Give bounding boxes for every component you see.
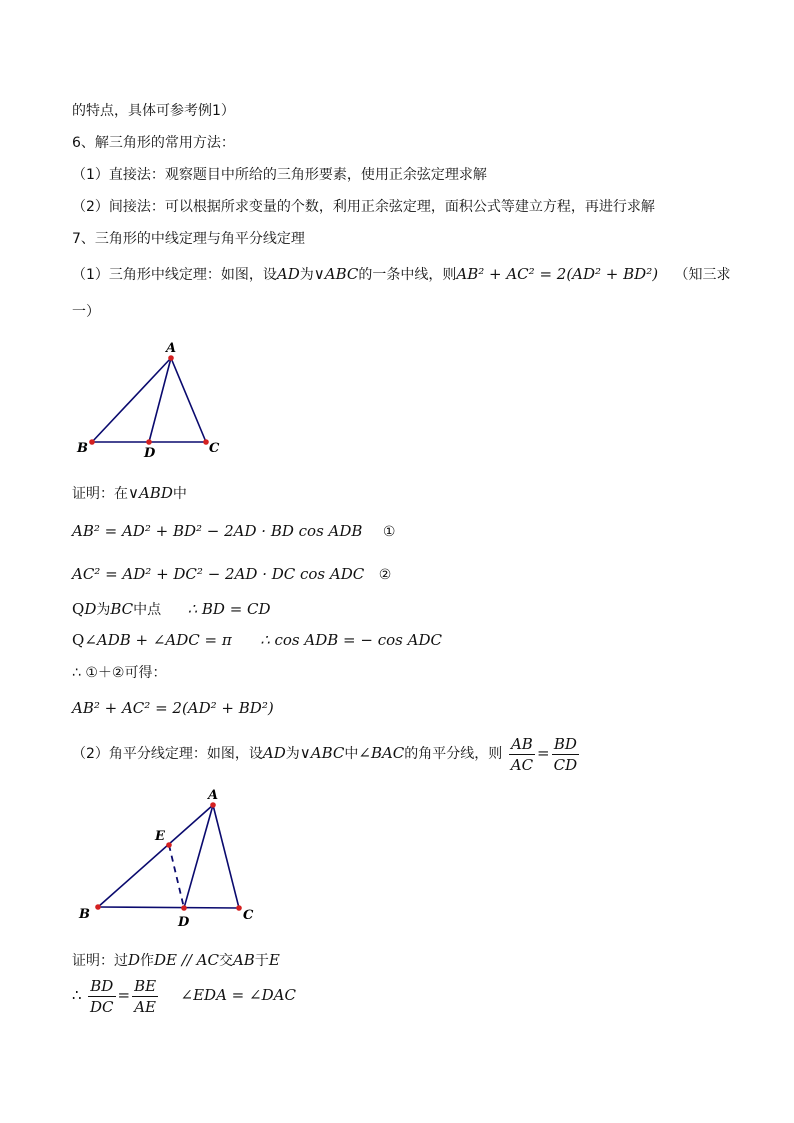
fraction-be: BE bbox=[134, 976, 157, 995]
fraction-ae: AE bbox=[134, 997, 156, 1016]
label-d: D bbox=[144, 446, 156, 461]
fraction-dc: DC bbox=[90, 997, 114, 1016]
midpoint-line bbox=[72, 599, 271, 620]
segment-ad: AD bbox=[276, 265, 300, 283]
de-parallel-ac: DE // AC bbox=[154, 951, 219, 969]
label-a-2: A bbox=[208, 788, 219, 803]
label-e: E bbox=[155, 829, 165, 844]
fraction-cd: CD bbox=[553, 755, 578, 774]
point-c bbox=[203, 439, 209, 445]
text-wei: 为 bbox=[299, 267, 314, 283]
point-e bbox=[166, 842, 172, 848]
proof2-heading bbox=[72, 950, 280, 971]
proof1-zhong: 中 bbox=[172, 486, 187, 502]
sum-line: ∴ ①＋②可得： bbox=[72, 665, 167, 681]
segment-ad-2: AD bbox=[262, 744, 286, 762]
angle-sum-line bbox=[72, 630, 442, 651]
segment-ab-ref: AB bbox=[232, 951, 255, 969]
text-bisector: 的角平分线，则 bbox=[404, 746, 503, 762]
equation-3-formula: AB² + AC² = 2(AD² + BD²) bbox=[72, 699, 274, 717]
fraction-bd-cd bbox=[552, 734, 580, 775]
label-b-2: B bbox=[79, 907, 90, 922]
point-d-2 bbox=[181, 905, 187, 911]
proof2-conclusion bbox=[72, 975, 296, 1017]
point-c-2 bbox=[236, 905, 242, 911]
text-median: 的一条中线，则 bbox=[358, 267, 457, 283]
fraction-ab-ac bbox=[509, 734, 535, 775]
text-line-1: 的特点，具体可参考例1） bbox=[72, 103, 235, 119]
proof2-text: 证明：过 bbox=[72, 953, 128, 969]
point-a bbox=[168, 355, 174, 361]
equals-sign: = bbox=[537, 744, 550, 762]
equation-3 bbox=[72, 698, 274, 719]
fraction-ac: AC bbox=[510, 755, 534, 774]
because-symbol-2: Q bbox=[72, 631, 85, 649]
section-7-heading: 7、三角形的中线定理与角平分线定理 bbox=[72, 231, 305, 247]
proof1-text: 证明：在 bbox=[72, 486, 128, 502]
median-formula: AB² + AC² = 2(AD² + BD²) bbox=[456, 265, 659, 283]
point-e-ref: E bbox=[268, 951, 280, 969]
because-symbol: Q bbox=[72, 600, 85, 618]
equation-2-number: ② bbox=[378, 567, 392, 583]
label-c-2: C bbox=[243, 908, 254, 923]
segment-bc: BC bbox=[110, 600, 134, 618]
text-zhong: 中 bbox=[344, 746, 359, 762]
fraction-bd: BD bbox=[552, 734, 580, 755]
text-know-three: （知三求 bbox=[674, 267, 731, 283]
method-indirect: （2）间接法：可以根据所求变量的个数，利用正余弦定理，面积公式等建立方程，再进行求解 bbox=[72, 199, 655, 215]
point-d-ref: D bbox=[128, 951, 141, 969]
label-c: C bbox=[209, 441, 220, 456]
text-wei-2: 为 bbox=[96, 602, 111, 618]
median-theorem-intro: （1）三角形中线定理：如图，设 bbox=[72, 267, 277, 283]
triangle-abd: ∨ABD bbox=[128, 484, 173, 502]
text-midpoint: 中点 bbox=[133, 602, 162, 618]
equals-sign-2: = bbox=[117, 986, 131, 1004]
therefore-symbol: ∴ bbox=[72, 986, 82, 1004]
fraction-bd-dc bbox=[88, 976, 116, 1017]
bisector-figure bbox=[72, 783, 272, 933]
equation-1 bbox=[72, 521, 395, 542]
point-b-2 bbox=[95, 904, 101, 910]
bisector-theorem-line bbox=[72, 733, 581, 775]
point-d-text: D bbox=[84, 600, 97, 618]
fraction-ab: AB bbox=[509, 734, 535, 755]
text-yu: 于 bbox=[254, 953, 269, 969]
text-wei-3: 为 bbox=[285, 746, 300, 762]
section-6-heading: 6、解三角形的常用方法： bbox=[72, 135, 235, 151]
point-d bbox=[146, 439, 152, 445]
label-a: A bbox=[166, 341, 177, 356]
text-line-7: 一） bbox=[72, 304, 100, 320]
angle-bac: ∠BAC bbox=[358, 744, 405, 762]
fraction-be-ae bbox=[132, 976, 158, 1017]
text-zuo: 作 bbox=[140, 953, 155, 969]
label-b: B bbox=[77, 441, 88, 456]
angle-eda-dac: ∠EDA = ∠DAC bbox=[180, 986, 296, 1004]
bisector-intro: （2）角平分线定理：如图，设 bbox=[72, 746, 263, 762]
triangle-abc: ∨ABC bbox=[313, 265, 359, 283]
point-b bbox=[89, 439, 95, 445]
proof1-heading bbox=[72, 483, 187, 504]
cos-relation: ∴ cos ADB = − cos ADC bbox=[260, 631, 442, 649]
median-figure bbox=[72, 338, 232, 462]
equation-2-formula: AC² = AD² + DC² − 2AD · DC cos ADC bbox=[72, 565, 365, 583]
equation-1-formula: AB² = AD² + BD² − 2AD · BD cos ADB bbox=[72, 522, 363, 540]
median-theorem-line bbox=[72, 264, 731, 285]
bd-equals-cd: ∴ BD = CD bbox=[187, 600, 271, 618]
method-direct: （1）直接法：观察题目中所给的三角形要素，使用正余弦定理求解 bbox=[72, 167, 487, 183]
angle-sum: ∠ADB + ∠ADC = π bbox=[84, 631, 232, 649]
text-jiao: 交 bbox=[218, 953, 233, 969]
fraction-bd-2: BD bbox=[88, 976, 116, 997]
triangle-abc-2: ∨ABC bbox=[299, 744, 345, 762]
point-a-2 bbox=[210, 802, 216, 808]
equation-2 bbox=[72, 564, 391, 585]
equation-1-number: ① bbox=[382, 524, 396, 540]
label-d-2: D bbox=[178, 915, 190, 930]
